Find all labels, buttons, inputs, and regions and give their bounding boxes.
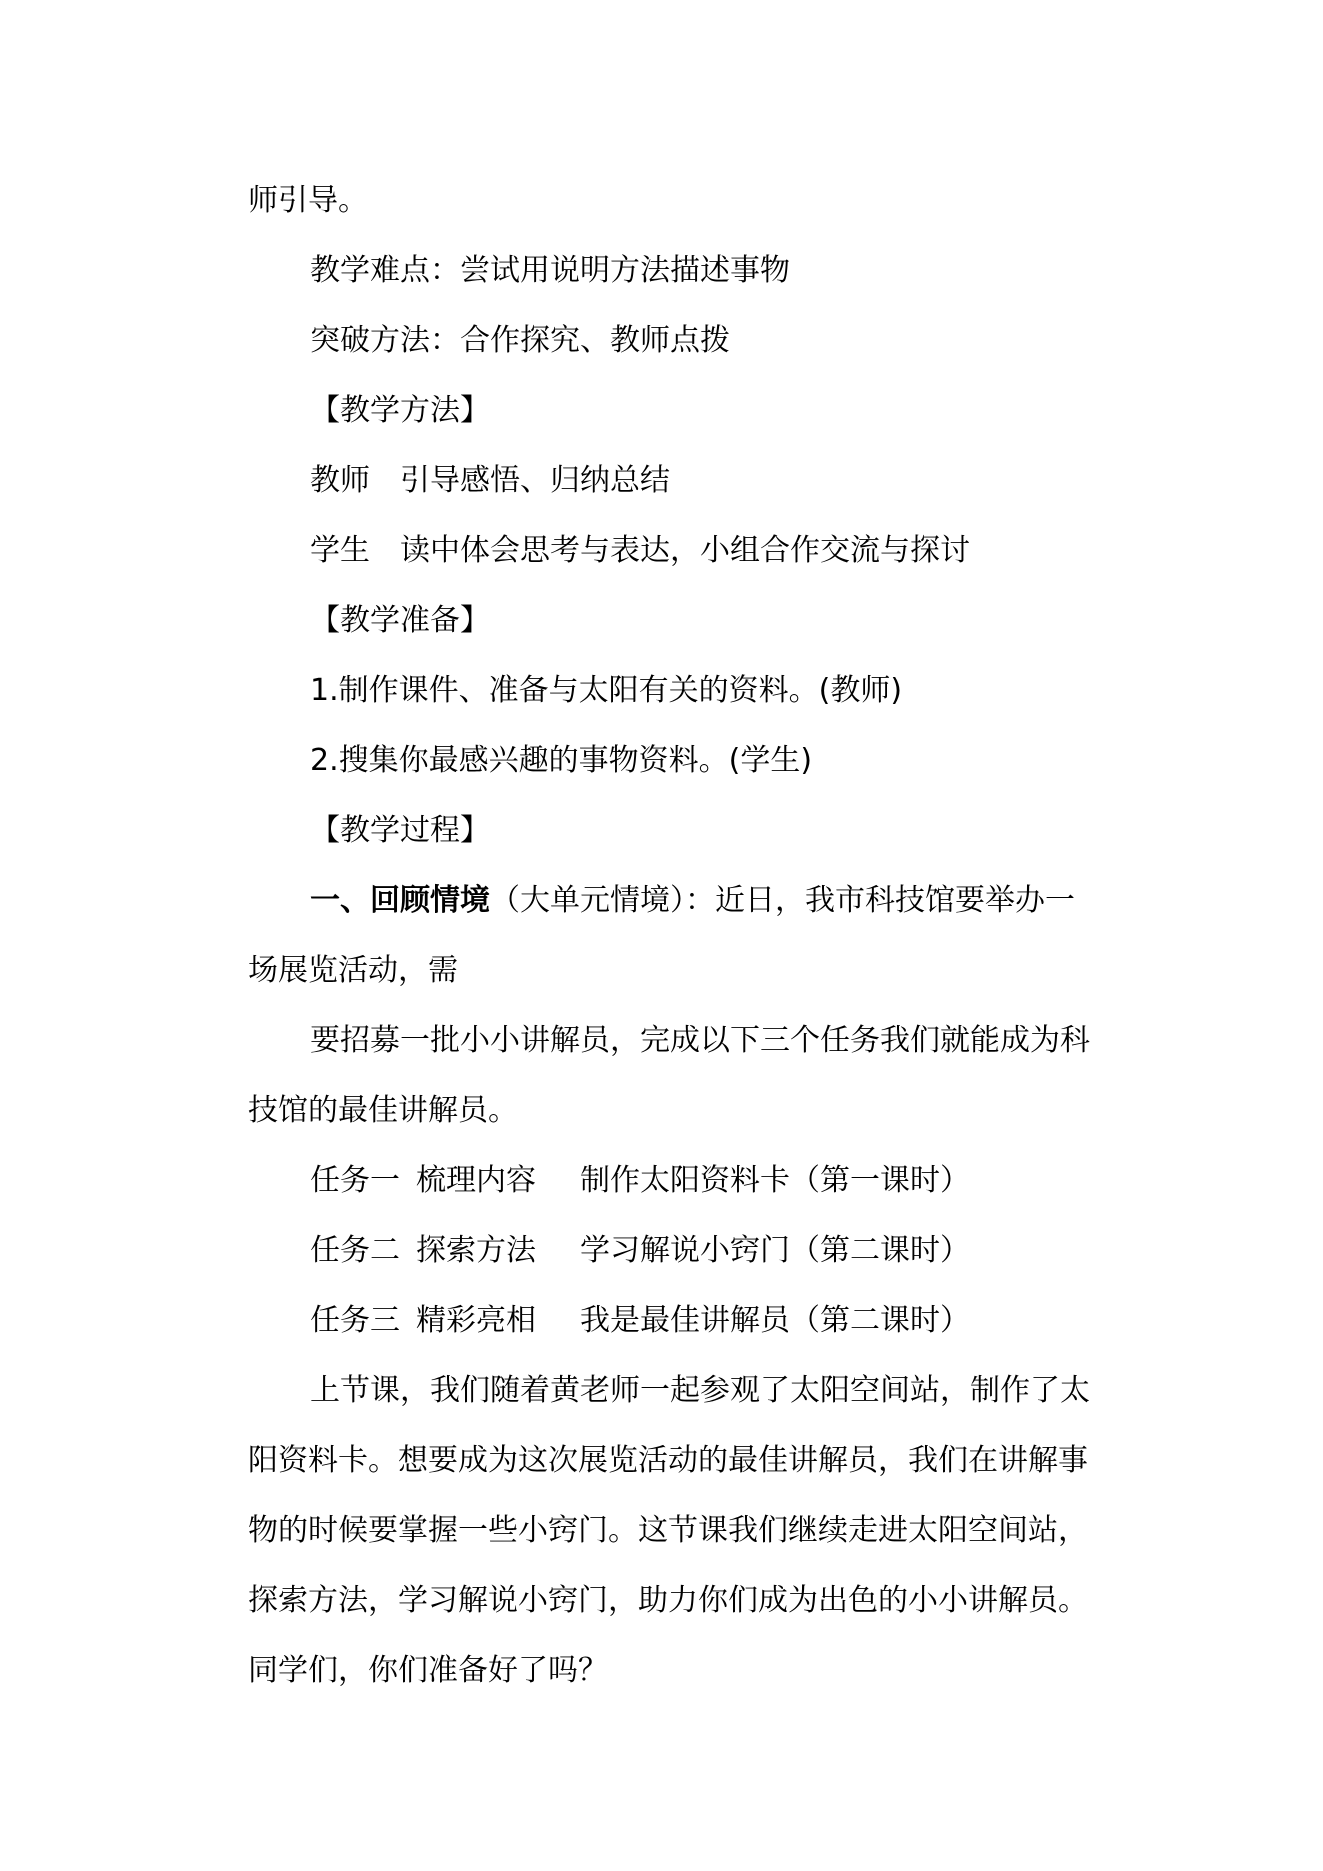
task-line — [248, 1216, 1128, 1286]
task-description: 我是最佳讲解员（第二课时） — [580, 1303, 970, 1338]
prep-item-1: 1.制作课件、准备与太阳有关的资料。(教师) — [310, 673, 903, 708]
text-line: 同学们，你们准备好了吗？ — [248, 1653, 608, 1688]
text-line: 上节课，我们随着黄老师一起参观了太阳空间站，制作了太 — [310, 1373, 1090, 1408]
student-method-line — [248, 516, 1128, 586]
student-label: 学生 — [310, 533, 370, 568]
text-line: 师引导。 — [248, 183, 368, 218]
task-number: 任务二 — [310, 1233, 400, 1268]
teaching-difficulty: 教学难点：尝试用说明方法描述事物 — [310, 253, 790, 288]
text-line: 技馆的最佳讲解员。 — [248, 1093, 518, 1128]
section-1-title: 一、回顾情境 — [310, 883, 490, 918]
teaching-prep-heading: 【教学准备】 — [310, 603, 490, 638]
task-name: 梳理内容 — [416, 1163, 536, 1198]
document-body — [248, 166, 1128, 1706]
text-line: 场展览活动，需 — [248, 953, 458, 988]
task-number: 任务一 — [310, 1163, 400, 1198]
teacher-method-text: 引导感悟、归纳总结 — [400, 463, 670, 498]
breakthrough-method: 突破方法：合作探究、教师点拨 — [310, 323, 730, 358]
text-line: 物的时候要掌握一些小窍门。这节课我们继续走进太阳空间站， — [248, 1513, 1088, 1548]
task-name: 精彩亮相 — [416, 1303, 536, 1338]
teacher-label: 教师 — [310, 463, 370, 498]
student-method-text: 读中体会思考与表达，小组合作交流与探讨 — [400, 533, 970, 568]
task-name: 探索方法 — [416, 1233, 536, 1268]
task-description: 学习解说小窍门（第二课时） — [580, 1233, 970, 1268]
section-1-text: （大单元情境）：近日，我市科技馆要举办一 — [490, 883, 1075, 918]
teaching-methods-heading: 【教学方法】 — [310, 393, 490, 428]
text-line: 要招募一批小小讲解员，完成以下三个任务我们就能成为科 — [310, 1023, 1090, 1058]
section-1-line — [248, 866, 1128, 936]
task-line — [248, 1286, 1128, 1356]
text-line: 探索方法，学习解说小窍门，助力你们成为出色的小小讲解员。 — [248, 1583, 1088, 1618]
text-line: 阳资料卡。想要成为这次展览活动的最佳讲解员，我们在讲解事 — [248, 1443, 1088, 1478]
task-line — [248, 1146, 1128, 1216]
teacher-method-line — [248, 446, 1128, 516]
task-description: 制作太阳资料卡（第一课时） — [580, 1163, 970, 1198]
prep-item-2: 2.搜集你最感兴趣的事物资料。(学生) — [310, 743, 813, 778]
task-number: 任务三 — [310, 1303, 400, 1338]
teaching-process-heading: 【教学过程】 — [310, 813, 490, 848]
